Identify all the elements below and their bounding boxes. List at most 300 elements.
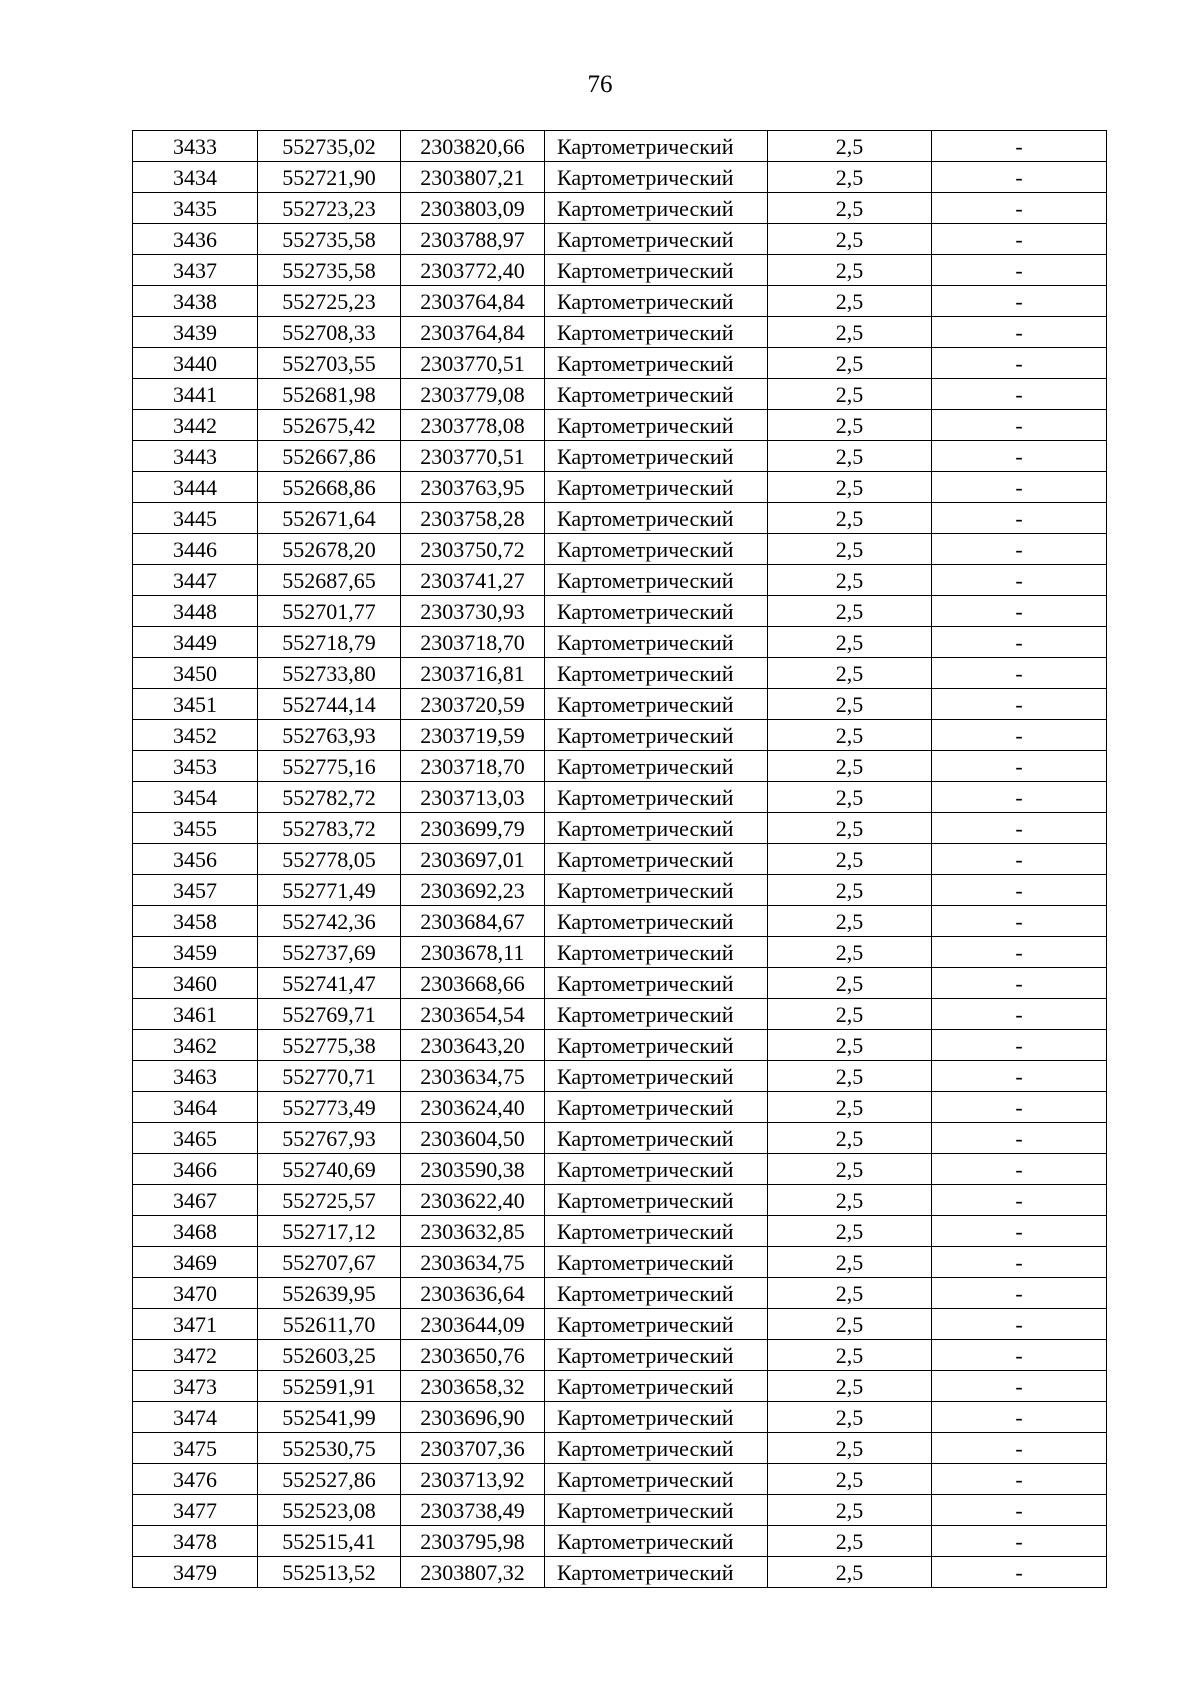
point-number-cell: 3453 — [133, 751, 258, 782]
point-number-cell: 3439 — [133, 317, 258, 348]
x-coordinate-cell: 552740,69 — [258, 1154, 401, 1185]
note-cell: - — [932, 1371, 1107, 1402]
note-cell: - — [932, 565, 1107, 596]
point-number-cell: 3465 — [133, 1123, 258, 1154]
x-coordinate-cell: 552742,36 — [258, 906, 401, 937]
y-coordinate-cell: 2303684,67 — [401, 906, 545, 937]
x-coordinate-cell: 552718,79 — [258, 627, 401, 658]
method-cell: Картометрический — [545, 1216, 768, 1247]
method-cell: Картометрический — [545, 1278, 768, 1309]
table-row — [133, 937, 1107, 968]
point-number-cell: 3460 — [133, 968, 258, 999]
point-number-cell: 3448 — [133, 596, 258, 627]
note-cell: - — [932, 224, 1107, 255]
point-number-cell: 3437 — [133, 255, 258, 286]
point-number-cell: 3449 — [133, 627, 258, 658]
method-cell: Картометрический — [545, 813, 768, 844]
accuracy-cell: 2,5 — [768, 999, 932, 1030]
point-number-cell: 3436 — [133, 224, 258, 255]
y-coordinate-cell: 2303803,09 — [401, 193, 545, 224]
note-cell: - — [932, 379, 1107, 410]
table-row — [133, 906, 1107, 937]
method-cell: Картометрический — [545, 162, 768, 193]
y-coordinate-cell: 2303604,50 — [401, 1123, 545, 1154]
note-cell: - — [932, 875, 1107, 906]
y-coordinate-cell: 2303644,09 — [401, 1309, 545, 1340]
method-cell: Картометрический — [545, 844, 768, 875]
table-row — [133, 193, 1107, 224]
method-cell: Картометрический — [545, 875, 768, 906]
accuracy-cell: 2,5 — [768, 937, 932, 968]
table-row — [133, 596, 1107, 627]
note-cell: - — [932, 1247, 1107, 1278]
method-cell: Картометрический — [545, 472, 768, 503]
y-coordinate-cell: 2303692,23 — [401, 875, 545, 906]
x-coordinate-cell: 552775,16 — [258, 751, 401, 782]
table-row — [133, 1278, 1107, 1309]
accuracy-cell: 2,5 — [768, 782, 932, 813]
table-row — [133, 441, 1107, 472]
x-coordinate-cell: 552611,70 — [258, 1309, 401, 1340]
point-number-cell: 3458 — [133, 906, 258, 937]
table-row — [133, 1340, 1107, 1371]
x-coordinate-cell: 552671,64 — [258, 503, 401, 534]
x-coordinate-cell: 552744,14 — [258, 689, 401, 720]
point-number-cell: 3457 — [133, 875, 258, 906]
note-cell: - — [932, 441, 1107, 472]
table-row — [133, 472, 1107, 503]
point-number-cell: 3471 — [133, 1309, 258, 1340]
note-cell: - — [932, 906, 1107, 937]
point-number-cell: 3451 — [133, 689, 258, 720]
accuracy-cell: 2,5 — [768, 689, 932, 720]
x-coordinate-cell: 552717,12 — [258, 1216, 401, 1247]
table-row — [133, 813, 1107, 844]
method-cell: Картометрический — [545, 379, 768, 410]
accuracy-cell: 2,5 — [768, 379, 932, 410]
table-row — [133, 875, 1107, 906]
y-coordinate-cell: 2303807,21 — [401, 162, 545, 193]
method-cell: Картометрический — [545, 1526, 768, 1557]
method-cell: Картометрический — [545, 1185, 768, 1216]
method-cell: Картометрический — [545, 1371, 768, 1402]
y-coordinate-cell: 2303741,27 — [401, 565, 545, 596]
y-coordinate-cell: 2303707,36 — [401, 1433, 545, 1464]
accuracy-cell: 2,5 — [768, 1309, 932, 1340]
table-row — [133, 286, 1107, 317]
method-cell: Картометрический — [545, 596, 768, 627]
y-coordinate-cell: 2303770,51 — [401, 348, 545, 379]
x-coordinate-cell: 552513,52 — [258, 1557, 401, 1588]
point-number-cell: 3469 — [133, 1247, 258, 1278]
accuracy-cell: 2,5 — [768, 131, 932, 162]
page-number: 76 — [587, 71, 613, 98]
method-cell: Картометрический — [545, 720, 768, 751]
accuracy-cell: 2,5 — [768, 906, 932, 937]
accuracy-cell: 2,5 — [768, 627, 932, 658]
x-coordinate-cell: 552591,91 — [258, 1371, 401, 1402]
method-cell: Картометрический — [545, 503, 768, 534]
x-coordinate-cell: 552782,72 — [258, 782, 401, 813]
note-cell: - — [932, 1402, 1107, 1433]
note-cell: - — [932, 782, 1107, 813]
method-cell: Картометрический — [545, 1247, 768, 1278]
point-number-cell: 3468 — [133, 1216, 258, 1247]
y-coordinate-cell: 2303763,95 — [401, 472, 545, 503]
y-coordinate-cell: 2303738,49 — [401, 1495, 545, 1526]
x-coordinate-cell: 552703,55 — [258, 348, 401, 379]
accuracy-cell: 2,5 — [768, 1216, 932, 1247]
x-coordinate-cell: 552701,77 — [258, 596, 401, 627]
point-number-cell: 3434 — [133, 162, 258, 193]
note-cell: - — [932, 286, 1107, 317]
method-cell: Картометрический — [545, 751, 768, 782]
x-coordinate-cell: 552707,67 — [258, 1247, 401, 1278]
accuracy-cell: 2,5 — [768, 162, 932, 193]
point-number-cell: 3433 — [133, 131, 258, 162]
point-number-cell: 3445 — [133, 503, 258, 534]
y-coordinate-cell: 2303696,90 — [401, 1402, 545, 1433]
method-cell: Картометрический — [545, 565, 768, 596]
x-coordinate-cell: 552771,49 — [258, 875, 401, 906]
point-number-cell: 3474 — [133, 1402, 258, 1433]
point-number-cell: 3438 — [133, 286, 258, 317]
method-cell: Картометрический — [545, 534, 768, 565]
note-cell: - — [932, 813, 1107, 844]
x-coordinate-cell: 552687,65 — [258, 565, 401, 596]
note-cell: - — [932, 472, 1107, 503]
method-cell: Картометрический — [545, 1123, 768, 1154]
y-coordinate-cell: 2303699,79 — [401, 813, 545, 844]
accuracy-cell: 2,5 — [768, 441, 932, 472]
x-coordinate-cell: 552770,71 — [258, 1061, 401, 1092]
accuracy-cell: 2,5 — [768, 224, 932, 255]
point-number-cell: 3478 — [133, 1526, 258, 1557]
table-row — [133, 844, 1107, 875]
method-cell: Картометрический — [545, 1402, 768, 1433]
note-cell: - — [932, 162, 1107, 193]
y-coordinate-cell: 2303718,70 — [401, 751, 545, 782]
x-coordinate-cell: 552769,71 — [258, 999, 401, 1030]
x-coordinate-cell: 552763,93 — [258, 720, 401, 751]
method-cell: Картометрический — [545, 1092, 768, 1123]
point-number-cell: 3442 — [133, 410, 258, 441]
table-row — [133, 999, 1107, 1030]
method-cell: Картометрический — [545, 131, 768, 162]
note-cell: - — [932, 720, 1107, 751]
accuracy-cell: 2,5 — [768, 1247, 932, 1278]
accuracy-cell: 2,5 — [768, 1185, 932, 1216]
x-coordinate-cell: 552639,95 — [258, 1278, 401, 1309]
method-cell: Картометрический — [545, 286, 768, 317]
note-cell: - — [932, 131, 1107, 162]
table-row — [133, 1309, 1107, 1340]
table-row — [133, 1154, 1107, 1185]
note-cell: - — [932, 1216, 1107, 1247]
accuracy-cell: 2,5 — [768, 1154, 932, 1185]
y-coordinate-cell: 2303632,85 — [401, 1216, 545, 1247]
table-row — [133, 1526, 1107, 1557]
table-row — [133, 255, 1107, 286]
accuracy-cell: 2,5 — [768, 503, 932, 534]
accuracy-cell: 2,5 — [768, 844, 932, 875]
x-coordinate-cell: 552723,23 — [258, 193, 401, 224]
x-coordinate-cell: 552721,90 — [258, 162, 401, 193]
y-coordinate-cell: 2303770,51 — [401, 441, 545, 472]
y-coordinate-cell: 2303643,20 — [401, 1030, 545, 1061]
note-cell: - — [932, 658, 1107, 689]
table-row — [133, 1495, 1107, 1526]
accuracy-cell: 2,5 — [768, 1402, 932, 1433]
point-number-cell: 3463 — [133, 1061, 258, 1092]
note-cell: - — [932, 689, 1107, 720]
y-coordinate-cell: 2303697,01 — [401, 844, 545, 875]
point-number-cell: 3435 — [133, 193, 258, 224]
note-cell: - — [932, 255, 1107, 286]
method-cell: Картометрический — [545, 255, 768, 286]
note-cell: - — [932, 1123, 1107, 1154]
method-cell: Картометрический — [545, 999, 768, 1030]
coordinates-table — [132, 130, 1107, 1588]
table-row — [133, 968, 1107, 999]
y-coordinate-cell: 2303807,32 — [401, 1557, 545, 1588]
y-coordinate-cell: 2303779,08 — [401, 379, 545, 410]
y-coordinate-cell: 2303668,66 — [401, 968, 545, 999]
y-coordinate-cell: 2303634,75 — [401, 1061, 545, 1092]
point-number-cell: 3443 — [133, 441, 258, 472]
method-cell: Картометрический — [545, 937, 768, 968]
table-row — [133, 534, 1107, 565]
x-coordinate-cell: 552681,98 — [258, 379, 401, 410]
table-row — [133, 782, 1107, 813]
note-cell: - — [932, 1061, 1107, 1092]
x-coordinate-cell: 552767,93 — [258, 1123, 401, 1154]
x-coordinate-cell: 552603,25 — [258, 1340, 401, 1371]
table-row — [133, 162, 1107, 193]
x-coordinate-cell: 552733,80 — [258, 658, 401, 689]
accuracy-cell: 2,5 — [768, 1278, 932, 1309]
point-number-cell: 3441 — [133, 379, 258, 410]
method-cell: Картометрический — [545, 317, 768, 348]
note-cell: - — [932, 751, 1107, 782]
point-number-cell: 3473 — [133, 1371, 258, 1402]
note-cell: - — [932, 1464, 1107, 1495]
point-number-cell: 3450 — [133, 658, 258, 689]
table-row — [133, 1030, 1107, 1061]
accuracy-cell: 2,5 — [768, 1526, 932, 1557]
note-cell: - — [932, 1340, 1107, 1371]
y-coordinate-cell: 2303772,40 — [401, 255, 545, 286]
y-coordinate-cell: 2303622,40 — [401, 1185, 545, 1216]
point-number-cell: 3470 — [133, 1278, 258, 1309]
x-coordinate-cell: 552775,38 — [258, 1030, 401, 1061]
table-row — [133, 1557, 1107, 1588]
accuracy-cell: 2,5 — [768, 813, 932, 844]
method-cell: Картометрический — [545, 1309, 768, 1340]
x-coordinate-cell: 552735,58 — [258, 224, 401, 255]
accuracy-cell: 2,5 — [768, 1061, 932, 1092]
point-number-cell: 3446 — [133, 534, 258, 565]
accuracy-cell: 2,5 — [768, 1123, 932, 1154]
method-cell: Картометрический — [545, 782, 768, 813]
point-number-cell: 3454 — [133, 782, 258, 813]
accuracy-cell: 2,5 — [768, 317, 932, 348]
table-row — [133, 658, 1107, 689]
accuracy-cell: 2,5 — [768, 596, 932, 627]
table-row — [133, 1216, 1107, 1247]
x-coordinate-cell: 552675,42 — [258, 410, 401, 441]
accuracy-cell: 2,5 — [768, 565, 932, 596]
y-coordinate-cell: 2303658,32 — [401, 1371, 545, 1402]
x-coordinate-cell: 552667,86 — [258, 441, 401, 472]
table-row — [133, 131, 1107, 162]
method-cell: Картометрический — [545, 1557, 768, 1588]
x-coordinate-cell: 552530,75 — [258, 1433, 401, 1464]
table-row — [133, 224, 1107, 255]
method-cell: Картометрический — [545, 1030, 768, 1061]
note-cell: - — [932, 1030, 1107, 1061]
y-coordinate-cell: 2303778,08 — [401, 410, 545, 441]
note-cell: - — [932, 193, 1107, 224]
x-coordinate-cell: 552523,08 — [258, 1495, 401, 1526]
accuracy-cell: 2,5 — [768, 1092, 932, 1123]
x-coordinate-cell: 552783,72 — [258, 813, 401, 844]
note-cell: - — [932, 534, 1107, 565]
y-coordinate-cell: 2303678,11 — [401, 937, 545, 968]
point-number-cell: 3452 — [133, 720, 258, 751]
table-row — [133, 379, 1107, 410]
note-cell: - — [932, 1495, 1107, 1526]
x-coordinate-cell: 552725,23 — [258, 286, 401, 317]
y-coordinate-cell: 2303713,03 — [401, 782, 545, 813]
x-coordinate-cell: 552678,20 — [258, 534, 401, 565]
table-row — [133, 751, 1107, 782]
method-cell: Картометрический — [545, 441, 768, 472]
x-coordinate-cell: 552778,05 — [258, 844, 401, 875]
table-row — [133, 720, 1107, 751]
table-row — [133, 565, 1107, 596]
x-coordinate-cell: 552735,58 — [258, 255, 401, 286]
note-cell: - — [932, 1154, 1107, 1185]
x-coordinate-cell: 552668,86 — [258, 472, 401, 503]
x-coordinate-cell: 552725,57 — [258, 1185, 401, 1216]
note-cell: - — [932, 1309, 1107, 1340]
note-cell: - — [932, 1185, 1107, 1216]
y-coordinate-cell: 2303713,92 — [401, 1464, 545, 1495]
method-cell: Картометрический — [545, 627, 768, 658]
table-row — [133, 348, 1107, 379]
note-cell: - — [932, 1526, 1107, 1557]
table-row — [133, 1433, 1107, 1464]
table-row — [133, 1092, 1107, 1123]
method-cell: Картометрический — [545, 1464, 768, 1495]
table-row — [133, 1464, 1107, 1495]
table-row — [133, 1371, 1107, 1402]
point-number-cell: 3444 — [133, 472, 258, 503]
accuracy-cell: 2,5 — [768, 193, 932, 224]
point-number-cell: 3475 — [133, 1433, 258, 1464]
table-row — [133, 317, 1107, 348]
table-row — [133, 1402, 1107, 1433]
y-coordinate-cell: 2303654,54 — [401, 999, 545, 1030]
y-coordinate-cell: 2303788,97 — [401, 224, 545, 255]
accuracy-cell: 2,5 — [768, 1557, 932, 1588]
note-cell: - — [932, 1092, 1107, 1123]
y-coordinate-cell: 2303764,84 — [401, 317, 545, 348]
accuracy-cell: 2,5 — [768, 751, 932, 782]
y-coordinate-cell: 2303716,81 — [401, 658, 545, 689]
method-cell: Картометрический — [545, 1061, 768, 1092]
accuracy-cell: 2,5 — [768, 720, 932, 751]
y-coordinate-cell: 2303650,76 — [401, 1340, 545, 1371]
point-number-cell: 3479 — [133, 1557, 258, 1588]
note-cell: - — [932, 317, 1107, 348]
accuracy-cell: 2,5 — [768, 1340, 932, 1371]
note-cell: - — [932, 627, 1107, 658]
y-coordinate-cell: 2303764,84 — [401, 286, 545, 317]
table-row — [133, 503, 1107, 534]
point-number-cell: 3456 — [133, 844, 258, 875]
table-row — [133, 1061, 1107, 1092]
method-cell: Картометрический — [545, 193, 768, 224]
point-number-cell: 3467 — [133, 1185, 258, 1216]
x-coordinate-cell: 552737,69 — [258, 937, 401, 968]
coordinates-table-body — [133, 131, 1107, 1588]
table-row — [133, 689, 1107, 720]
y-coordinate-cell: 2303750,72 — [401, 534, 545, 565]
note-cell: - — [932, 999, 1107, 1030]
accuracy-cell: 2,5 — [768, 410, 932, 441]
table-row — [133, 1123, 1107, 1154]
method-cell: Картометрический — [545, 1433, 768, 1464]
y-coordinate-cell: 2303624,40 — [401, 1092, 545, 1123]
point-number-cell: 3477 — [133, 1495, 258, 1526]
x-coordinate-cell: 552527,86 — [258, 1464, 401, 1495]
y-coordinate-cell: 2303636,64 — [401, 1278, 545, 1309]
x-coordinate-cell: 552741,47 — [258, 968, 401, 999]
note-cell: - — [932, 503, 1107, 534]
accuracy-cell: 2,5 — [768, 1464, 932, 1495]
point-number-cell: 3464 — [133, 1092, 258, 1123]
table-row — [133, 1247, 1107, 1278]
table-row — [133, 627, 1107, 658]
method-cell: Картометрический — [545, 410, 768, 441]
accuracy-cell: 2,5 — [768, 472, 932, 503]
table-row — [133, 1185, 1107, 1216]
note-cell: - — [932, 410, 1107, 441]
point-number-cell: 3476 — [133, 1464, 258, 1495]
accuracy-cell: 2,5 — [768, 286, 932, 317]
y-coordinate-cell: 2303634,75 — [401, 1247, 545, 1278]
accuracy-cell: 2,5 — [768, 658, 932, 689]
point-number-cell: 3447 — [133, 565, 258, 596]
x-coordinate-cell: 552773,49 — [258, 1092, 401, 1123]
note-cell: - — [932, 596, 1107, 627]
method-cell: Картометрический — [545, 1495, 768, 1526]
note-cell: - — [932, 1557, 1107, 1588]
note-cell: - — [932, 968, 1107, 999]
y-coordinate-cell: 2303758,28 — [401, 503, 545, 534]
method-cell: Картометрический — [545, 348, 768, 379]
method-cell: Картометрический — [545, 689, 768, 720]
note-cell: - — [932, 844, 1107, 875]
point-number-cell: 3459 — [133, 937, 258, 968]
note-cell: - — [932, 937, 1107, 968]
accuracy-cell: 2,5 — [768, 968, 932, 999]
y-coordinate-cell: 2303820,66 — [401, 131, 545, 162]
note-cell: - — [932, 1278, 1107, 1309]
y-coordinate-cell: 2303719,59 — [401, 720, 545, 751]
